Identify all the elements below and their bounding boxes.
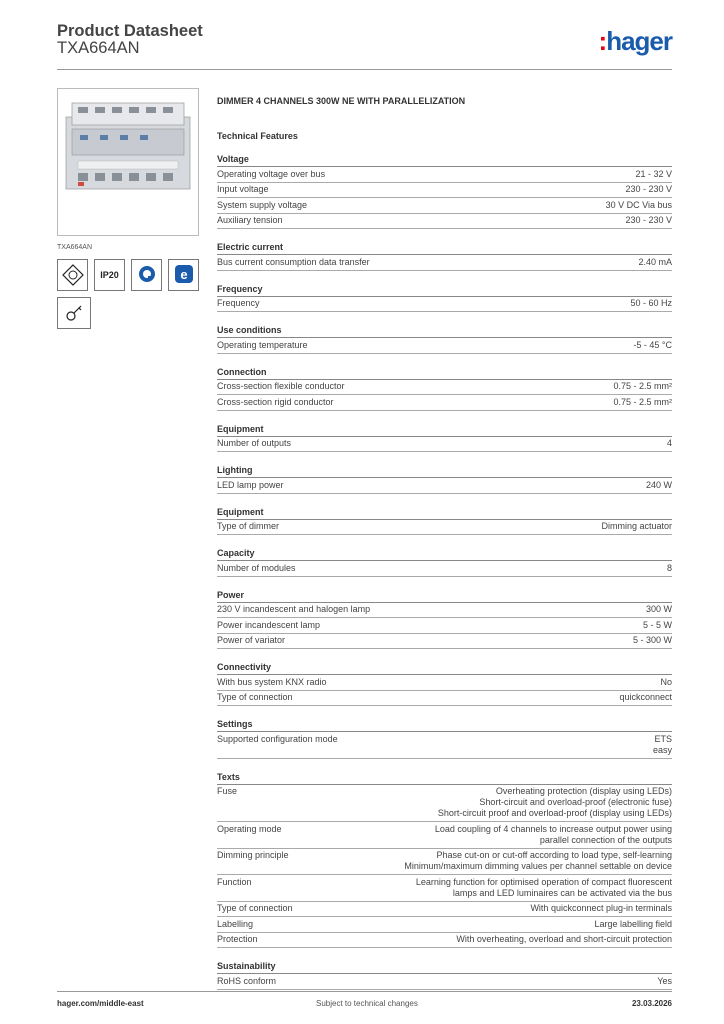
spec-value: 21 - 32 V xyxy=(635,168,672,179)
section-heading: Frequency xyxy=(217,284,672,297)
spec-value: 2.40 mA xyxy=(638,256,672,267)
section-heading: Capacity xyxy=(217,548,672,561)
spec-row xyxy=(217,603,672,619)
spec-label: System supply voltage xyxy=(217,199,308,210)
spec-label: LED lamp power xyxy=(217,479,284,490)
section-heading: Texts xyxy=(217,772,672,785)
spec-row xyxy=(217,198,672,214)
footer-date: 23.03.2026 xyxy=(631,999,672,1008)
feature-section xyxy=(217,590,672,650)
technical-features-heading: Technical Features xyxy=(217,131,298,141)
logo-colon: : xyxy=(598,26,607,56)
spec-value: Overheating protection (display using LEDs) Short-circuit and overload-proof (electronic fuse) Short-circuit proof and overload-proof (display using LEDs) xyxy=(437,786,672,818)
spec-row xyxy=(217,183,672,199)
spec-row xyxy=(217,618,672,634)
spec-row xyxy=(217,875,672,902)
section-heading: Settings xyxy=(217,719,672,732)
product-reference: TXA664AN xyxy=(57,39,140,57)
double-insulation-icon xyxy=(57,259,88,291)
svg-text:e: e xyxy=(179,267,188,282)
spec-label: Protection xyxy=(217,934,258,944)
spec-label: Labelling xyxy=(217,918,254,929)
spec-row xyxy=(217,395,672,411)
spec-value: -5 - 45 °C xyxy=(633,339,672,350)
hager-logo xyxy=(599,26,672,57)
section-heading: Voltage xyxy=(217,154,672,167)
spec-value: 0.75 - 2.5 mm² xyxy=(613,381,672,391)
spec-label: Operating voltage over bus xyxy=(217,168,326,179)
quicklogic-icon xyxy=(131,259,162,291)
spec-value: With quickconnect plug-in terminals xyxy=(530,903,672,913)
spec-row xyxy=(217,520,672,536)
spec-row xyxy=(217,214,672,230)
spec-row xyxy=(217,675,672,691)
feature-section xyxy=(217,367,672,411)
spec-value: No xyxy=(660,676,672,687)
section-heading: Equipment xyxy=(217,424,672,437)
spec-row xyxy=(217,561,672,577)
spec-label: Operating temperature xyxy=(217,339,308,350)
spec-row xyxy=(217,437,672,453)
ip20-icon xyxy=(94,259,125,291)
page-footer xyxy=(57,991,672,1008)
technical-features xyxy=(217,96,672,990)
feature-section xyxy=(217,772,672,949)
image-caption: TXA664AN xyxy=(57,244,93,251)
spec-row xyxy=(217,732,672,759)
spec-label: Operating mode xyxy=(217,823,282,834)
spec-value: 4 xyxy=(666,438,672,448)
spec-row xyxy=(217,338,672,354)
spec-label: Function xyxy=(217,876,252,887)
spec-row xyxy=(217,297,672,313)
spec-value: 30 V DC Via bus xyxy=(605,199,672,210)
section-heading: Connectivity xyxy=(217,662,672,675)
feature-section xyxy=(217,465,672,494)
spec-label: Number of modules xyxy=(217,562,296,573)
section-heading: Connection xyxy=(217,367,672,380)
footer-notice: Subject to technical changes xyxy=(316,999,418,1008)
spec-value: 0.75 - 2.5 mm² xyxy=(613,396,672,407)
feature-section xyxy=(217,719,672,759)
section-heading: Sustainability xyxy=(217,961,672,974)
spec-label: Cross-section flexible conductor xyxy=(217,381,345,391)
spec-value: 300 W xyxy=(645,604,672,614)
spec-row xyxy=(217,380,672,396)
logo-text: hager xyxy=(606,26,672,56)
spec-row xyxy=(217,822,672,849)
spec-label: Type of dimmer xyxy=(217,521,280,531)
spec-row xyxy=(217,785,672,823)
spec-row xyxy=(217,634,672,650)
spec-row xyxy=(217,478,672,494)
certification-icons xyxy=(57,259,199,291)
spec-value: Large labelling field xyxy=(594,918,672,929)
product-description: DIMMER 4 CHANNELS 300W NE WITH PARALLELIZATION xyxy=(217,96,466,106)
feature-section xyxy=(217,548,672,577)
spec-value: Phase cut-on or cut-off according to load type, self-learning Minimum/maximum dimming values per channel settable on device xyxy=(404,850,672,871)
feature-section xyxy=(217,507,672,536)
spec-label: 230 V incandescent and halogen lamp xyxy=(217,604,371,614)
doc-title: Product Datasheet xyxy=(57,22,203,40)
spec-value: Dimming actuator xyxy=(601,521,672,531)
left-column xyxy=(57,88,199,329)
footer-website[interactable]: hager.com/middle-east xyxy=(57,999,144,1008)
spec-label: Cross-section rigid conductor xyxy=(217,396,334,407)
feature-section xyxy=(217,424,672,453)
feature-section xyxy=(217,325,672,354)
spec-label: Power of variator xyxy=(217,635,286,645)
feature-section xyxy=(217,154,672,229)
spec-label: Bus current consumption data transfer xyxy=(217,256,370,267)
spec-label: Frequency xyxy=(217,298,260,308)
feature-section xyxy=(217,284,672,313)
spec-value: 230 - 230 V xyxy=(625,215,672,225)
spec-row xyxy=(217,933,672,949)
spec-row xyxy=(217,917,672,933)
spec-label: Type of connection xyxy=(217,692,293,702)
spec-value: Learning function for optimised operation of compact fluorescent lamps and LED luminaires can be activated via the bus xyxy=(415,876,672,898)
spec-row xyxy=(217,974,672,990)
section-heading: Use conditions xyxy=(217,325,672,338)
spec-value: 50 - 60 Hz xyxy=(630,298,672,308)
spec-row xyxy=(217,255,672,271)
spec-value: 5 - 300 W xyxy=(632,635,672,645)
spec-label: Auxiliary tension xyxy=(217,215,283,225)
feature-section xyxy=(217,961,672,990)
feature-section xyxy=(217,662,672,706)
spec-value: 8 xyxy=(666,562,672,573)
ip20-label: IP20 xyxy=(100,270,119,280)
spec-value: With overheating, overload and short-circuit protection xyxy=(456,934,672,944)
feature-sections xyxy=(217,154,672,990)
spec-value: Load coupling of 4 channels to increase output power using parallel connection of the outputs xyxy=(434,823,672,845)
section-heading: Equipment xyxy=(217,507,672,520)
spec-value: 240 W xyxy=(645,479,672,490)
section-heading: Electric current xyxy=(217,242,672,255)
page-header xyxy=(57,20,672,70)
spec-label: Number of outputs xyxy=(217,438,292,448)
spec-label: Dimming principle xyxy=(217,850,289,860)
spec-value: Yes xyxy=(657,975,672,986)
spec-label: RoHS conform xyxy=(217,975,277,986)
e-energy-icon xyxy=(168,259,199,291)
spec-label: Supported configuration mode xyxy=(217,733,338,744)
spec-label: Type of connection xyxy=(217,903,293,913)
section-heading: Power xyxy=(217,590,672,603)
spec-row xyxy=(217,902,672,918)
spec-value: quickconnect xyxy=(619,692,672,702)
spec-value: 230 - 230 V xyxy=(625,184,672,194)
spec-row xyxy=(217,849,672,876)
product-image xyxy=(57,88,199,236)
spec-label: Power incandescent lamp xyxy=(217,619,321,630)
spec-value: 5 - 5 W xyxy=(642,619,672,630)
feature-section xyxy=(217,242,672,271)
key-tool-icon xyxy=(57,297,91,329)
spec-row xyxy=(217,691,672,707)
spec-label: With bus system KNX radio xyxy=(217,676,327,687)
spec-row xyxy=(217,167,672,183)
spec-label: Input voltage xyxy=(217,184,269,194)
section-heading: Lighting xyxy=(217,465,672,478)
spec-label: Fuse xyxy=(217,786,238,796)
spec-value: ETS easy xyxy=(652,733,672,755)
